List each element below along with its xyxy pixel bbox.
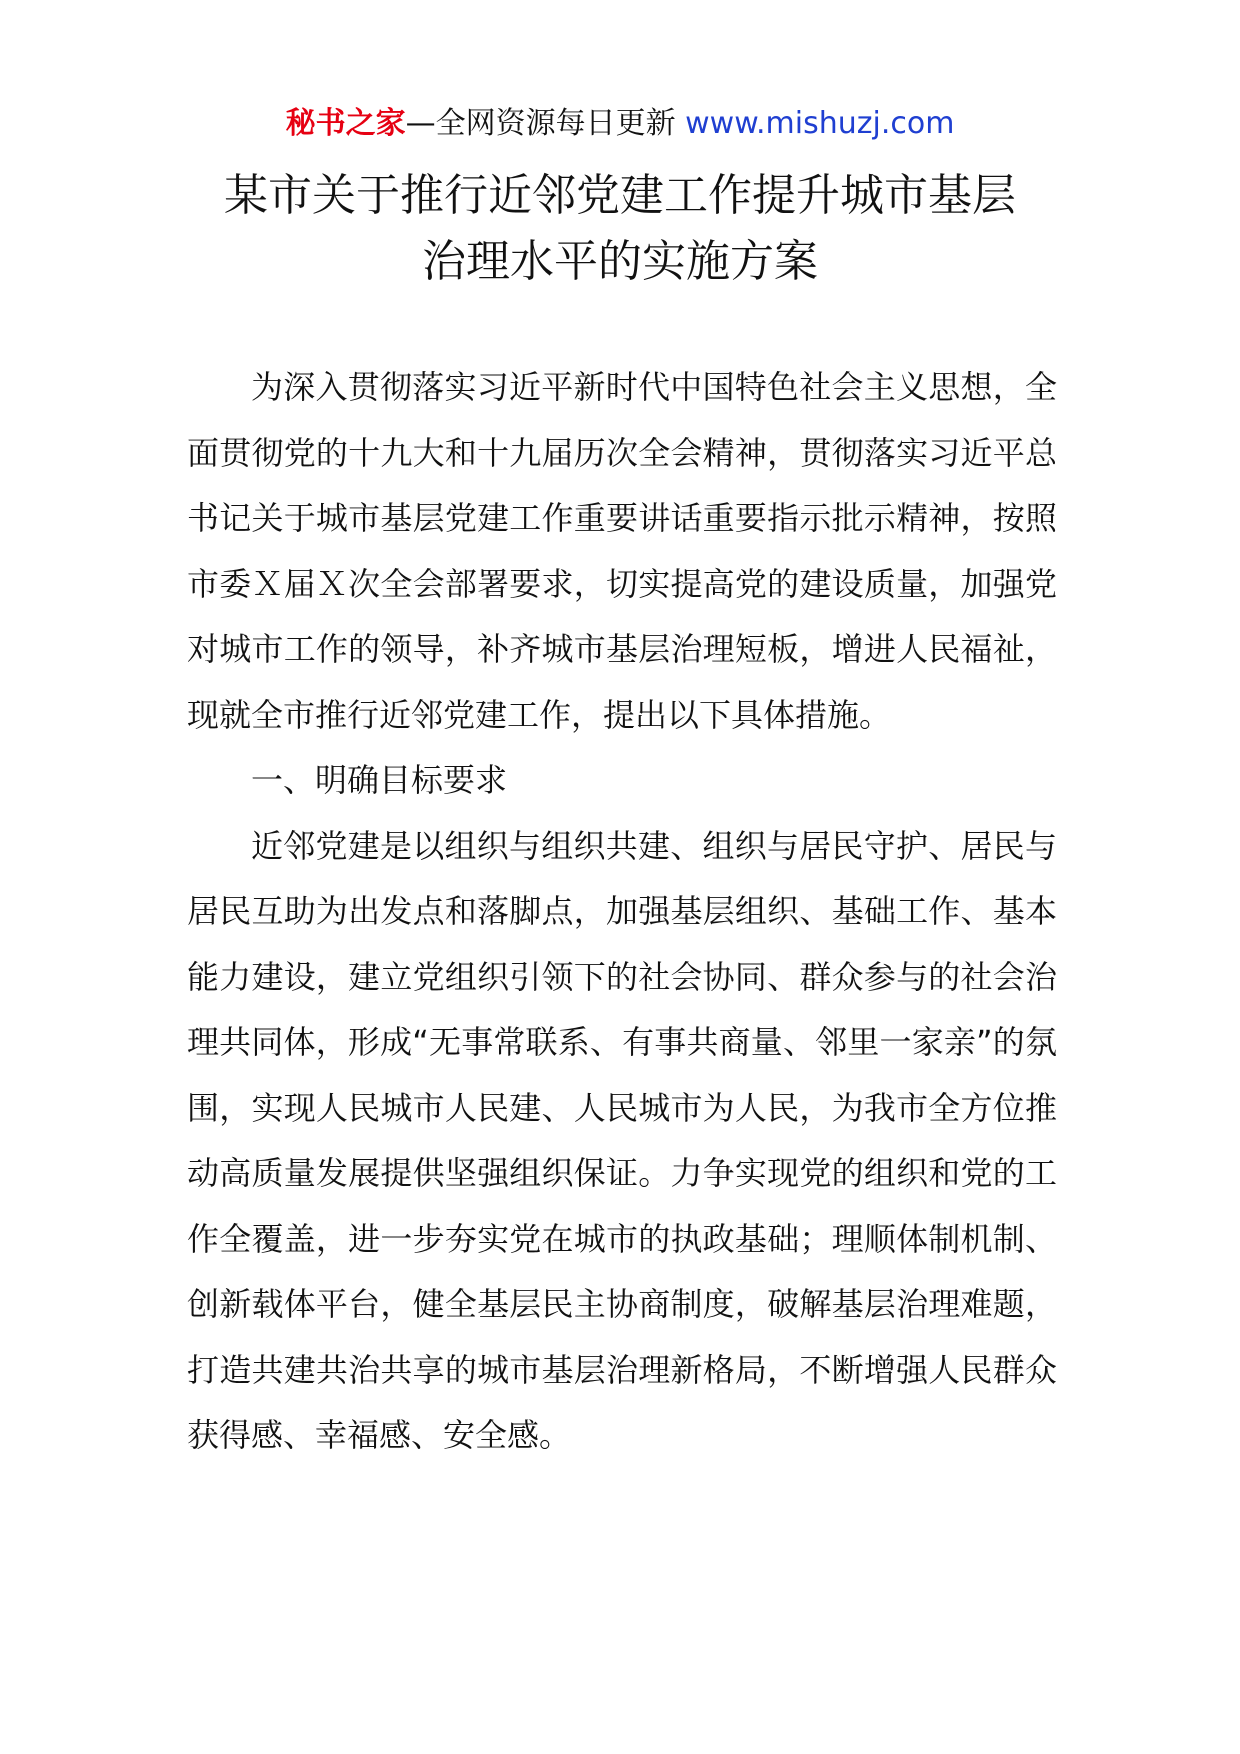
intro-paragraph: 为深入贯彻落实习近平新时代中国特色社会主义思想，全面贯彻党的十九大和十九届历次全会精神，贯彻落实习近平总书记关于城市基层党建工作重要讲话重要指示批示精神，按照市委Ｘ届Ｘ次全会部署要求，切实提高党的建设质量，加强党对城市工作的领导，补齐城市基层治理短板，增进人民福祉，现就全市推行近邻党建工作，提出以下具体措施。 <box>187 368 1057 734</box>
document-title <box>120 163 1120 295</box>
header-tagline: —全网资源每日更新 <box>405 106 676 141</box>
site-url-link[interactable]: www.mishuzj.com <box>685 106 955 141</box>
title-line-2: 治理水平的实施方案 <box>422 236 818 287</box>
document-body <box>187 355 1057 1469</box>
title-line-1: 某市关于推行近邻党建工作提升城市基层 <box>224 170 1016 221</box>
body-paragraph-2: 近邻党建是以组织与组织共建、组织与居民守护、居民与居民互助为出发点和落脚点，加强基层组织、基础工作、基本能力建设，建立党组织引领下的社会协同、群众参与的社会治理共同体，形成“无事常联系、有事共商量、邻里一家亲”的氛围，实现人民城市人民建、人民城市为人民，为我市全方位推动高质量发展提供坚强组织保证。力争实现党的组织和党的工作全覆盖，进一步夯实党在城市的执政基础；理顺体制机制、创新载体平台，健全基层民主协商制度，破解基层治理难题，打造共建共治共享的城市基层治理新格局，不断增强人民群众获得感、幸福感、安全感。 <box>187 826 1057 1454</box>
brand-name: 秘书之家 <box>285 106 406 141</box>
site-header <box>0 102 1240 146</box>
section-heading-1: 一、明确目标要求 <box>251 761 508 799</box>
